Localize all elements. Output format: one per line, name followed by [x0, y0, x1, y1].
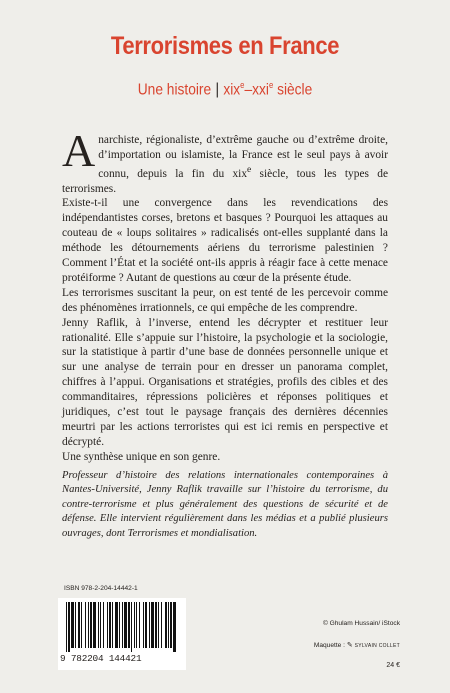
- barcode-bar: [134, 602, 135, 648]
- barcode-bar: [161, 602, 162, 648]
- layout-label: Maquette :: [313, 642, 347, 649]
- book-title: Terrorismes en France: [110, 32, 340, 60]
- summary-paragraph-1: [62, 125, 388, 196]
- barcode-bar: [151, 602, 154, 648]
- century-word: siècle: [277, 81, 313, 99]
- barcode: [58, 598, 186, 670]
- century-end: xxi: [252, 81, 269, 99]
- summary-paragraph-2: Existe-t-il une convergence dans les revendications des indépendantistes corses, bretons et basques ? Pourquoi les attaques au couteau de « loups solitaires » radicalisés ont-elles supplanté dans la méthode les détournements aériens du terrorisme palestinien ? Comment l’État et la société ont-ils appris à réagir face à cette menace protéiforme ? Autant de questions au cœur de la présente étude.: [62, 197, 388, 284]
- summary-p1-a: narchiste, régionaliste, d’extrême gauche ou d’extrême droite, d’importation ou islamiste, la France est le seul pays à avoir connu, depuis la fin du: [98, 134, 388, 180]
- century-start: xix: [223, 81, 241, 99]
- layout-credit: [314, 641, 400, 649]
- barcode-bar: [170, 602, 172, 648]
- barcode-bar: [93, 602, 96, 648]
- barcode-digits: 9 782204 144421: [60, 653, 142, 664]
- barcode-bar: [155, 602, 157, 648]
- summary-p1-century: xix: [232, 167, 248, 180]
- drop-cap: A: [62, 125, 96, 176]
- summary-p1-century-sup: e: [247, 164, 252, 175]
- barcode-bar: [66, 602, 67, 652]
- barcode-bar: [119, 602, 120, 648]
- barcode-bar: [149, 602, 150, 648]
- author-bio-text: Professeur d’histoire des relations internationales contemporaines à Nantes-Université, Jenny Raflik travaille sur l’histoire du terrorisme, du contre-terrorisme et plus généralement des questions de sécurité et de défense. Elle intervient régulièrement dans les médias et a publié plusieurs ouvrages, dont Terrorismes et mondialisation.: [62, 470, 388, 539]
- century-dash: –: [244, 81, 253, 99]
- barcode-bar: [109, 602, 111, 648]
- isbn-label: ISBN 978-2-204-14442-1: [64, 585, 138, 592]
- barcode-bar: [136, 602, 137, 648]
- century-start-sup: e: [240, 80, 245, 90]
- barcode-bar: [100, 602, 101, 648]
- subtitle-main: Une histoire: [137, 81, 212, 99]
- book-subtitle: [32, 80, 419, 99]
- summary-paragraph-4: Jenny Raflik, à l’inverse, entend les décrypter et restituer leur rationalité. Elle s’appuie sur l’histoire, la psychologie et la sociologie, sur la statistique à partir d’une base de données personnelle unique et sur une analyse de terrain pour en dresser un panorama complet, chiffres à l’appui. Organisations et stratégies, profils des cibles et des commanditaires, répressions policières et réponses politiques et juridiques, c’est tout le paysage français des dernières décennies meurtri par les actions terroristes qui est ici remis en perspective et décrypté.: [62, 316, 388, 448]
- price: 24 €: [386, 662, 400, 669]
- barcode-bar: [98, 602, 99, 648]
- author-bio: [62, 469, 388, 541]
- barcode-bar: [145, 602, 147, 648]
- barcode-bar: [71, 602, 74, 648]
- barcode-bar: [158, 602, 159, 648]
- summary-p1-b: siècle, tous les types de terrorismes.: [62, 167, 388, 195]
- barcode-bar: [115, 602, 118, 648]
- barcode-bar: [143, 602, 144, 648]
- century-end-sup: e: [268, 80, 274, 90]
- book-summary: [62, 125, 388, 465]
- barcode-bar: [81, 602, 82, 648]
- barcode-bar: [128, 602, 130, 648]
- barcode-bar: [139, 602, 140, 648]
- barcode-bar: [173, 602, 176, 652]
- sylvain-collet-logo-icon: ✎: [346, 642, 353, 649]
- subtitle-separator: |: [215, 81, 220, 99]
- barcode-bar: [68, 602, 70, 652]
- barcode-bar: [88, 602, 89, 648]
- barcode-bar: [112, 602, 113, 648]
- barcode-bar: [85, 602, 86, 648]
- barcode-bar: [122, 602, 123, 648]
- summary-paragraph-5: Une synthèse unique en son genre.: [62, 450, 221, 463]
- layout-brand: SYLVAIN COLLET: [354, 643, 400, 649]
- barcode-bar: [165, 602, 167, 648]
- barcode-bar: [107, 602, 108, 648]
- barcode-bar: [131, 602, 132, 652]
- barcode-bar: [78, 602, 80, 648]
- barcode-bar: [103, 602, 104, 648]
- summary-paragraph-3: Les terrorismes suscitant la peur, on est tenté de les percevoir comme des phénomènes irrationnels, ce qui empêche de les comprendre.: [62, 286, 388, 314]
- barcode-bars: [64, 602, 180, 652]
- barcode-bar: [90, 602, 92, 648]
- photo-credit: © Ghulam Hussain/ iStock: [322, 620, 400, 627]
- barcode-bar: [75, 602, 76, 648]
- barcode-bar: [124, 602, 127, 648]
- barcode-bar: [168, 602, 169, 648]
